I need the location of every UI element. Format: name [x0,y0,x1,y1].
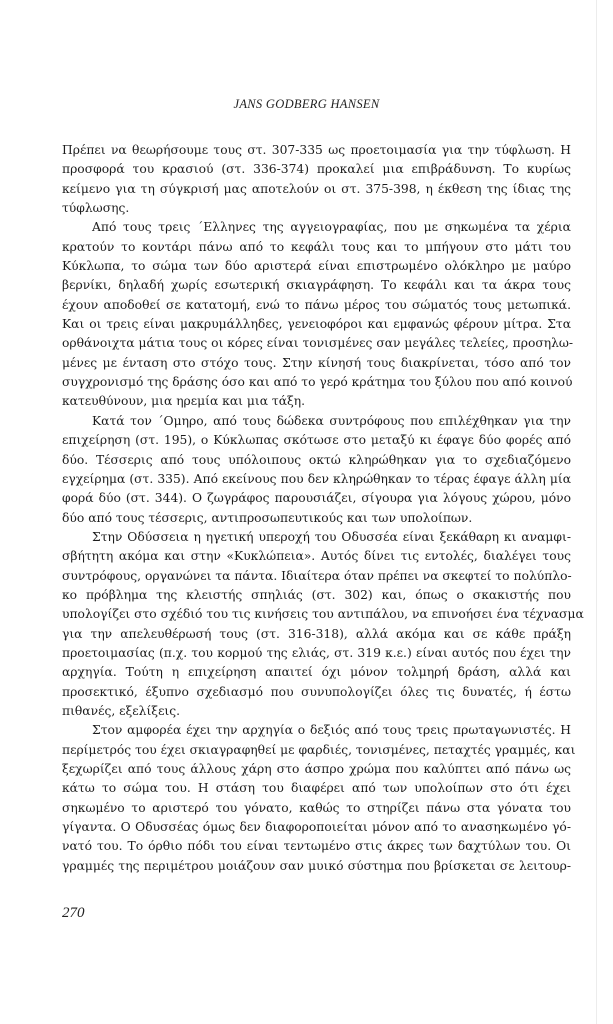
text-line: σβήτητη ακόμα και στην «Κυκλώπεια». Αυτός δίνει τις εντολές, διαλέγει τους [62,549,571,564]
page-number: 270 [62,905,85,921]
paragraph [62,721,576,876]
text-line: σηκωμένο το αριστερό του γόνατο, καθώς το στηρίζει πάνω στα γόνατα του [62,800,571,815]
paragraph [62,412,571,528]
text-line: επιχείρηση (στ. 195), ο Κύκλωπας σκότωσε στο μεταξύ κι έφαγε δύο φορές από [62,433,571,448]
text-line: για την απελευθέρωσή τους (στ. 316-318), αλλά ακόμα και σε κάθε πράξη [62,626,571,641]
text-line: Από τους τρεις ΄Ελληνες της αγγειογραφίας, που με σηκωμένα τα χέρια [92,220,571,235]
text-line: Και οι τρεις είναι μακρυμάλληδες, γενειοφόροι και εμφανώς φέρουν μίτρα. Στα [62,317,571,332]
text-line: εγχείρημα (στ. 335). Από εκείνους που δεν κληρώθηκαν το τέρας έφαγε άλλη μία [62,471,571,486]
text-line: κο πρόβλημα της κλειστής σπηλιάς (στ. 302) και, όπως ο σκακιστής που [62,587,571,602]
text-line: κάτω το σώμα του. Η στάση του διαφέρει από των υπολοίπων στο ότι έχει [62,781,571,796]
paragraph [62,218,574,411]
text-line: Πρέπει να θεωρήσουμε τους στ. 307-335 ως προετοιμασία για την τύφλωση. Η [62,143,571,157]
text-line: κείμενο για τη σύγκρισή μας αποτελούν οι στ. 375-398, η έκθεση της ίδιας της [62,181,571,196]
paragraph [62,141,571,218]
text-line: περίμετρός του έχει σκιαγραφηθεί με φαρδιές, τονισμένες, πεταχτές γραμμές, και [62,742,576,757]
text-line: αρχηγία. Τούτη η επιχείρηση απαιτεί όχι μόνον τολμηρή δράση, αλλά και [62,665,571,680]
text-line: ορθάνοιχτα μάτια τους οι κόρες είναι τονισμένες σαν μεγάλες τελείες, προσηλω- [62,336,574,351]
text-line: Κύκλωπα, το σώμα των δύο αριστερά είναι επιστρωμένο ολόκληρο με μαύρο [62,259,571,274]
text-line: κατευθύνουν, μια ηρεμία και μια τάξη. [62,394,306,409]
paragraph [62,528,584,721]
text-line: γίγαντα. Ο Οδυσσέας όμως δεν διαφοροποιείται μόνον από το ανασηκωμένο γό- [62,820,571,835]
text-line: βερνίκι, δηλαδή χωρίς εσωτερική σκιαγράφηση. Το κεφάλι και τα άκρα τους [62,278,571,293]
text-line: νατό του. Το όρθιο πόδι του είναι τεντωμένο στις άκρες των δαχτύλων του. Οι [62,839,571,854]
text-line: δύο από τους τέσσερις, αντιπροσωπευτικούς και των υπολοίπων. [62,510,473,525]
text-line: συγχρονισμό της δράσης όσο και από το γερό κράτημα του ξύλου που από κοινού [62,375,573,390]
text-line: προσεκτικό, έξυπνο σχεδιασμό που συνυπολογίζει όλες τις δυνατές, ή έστω [62,684,571,699]
text-line: πιθανές, εξελίξεις. [62,703,181,718]
text-line: μένες με ένταση στο στόχο τους. Στην κίνησή τους διακρίνεται, τόσο από τον [62,355,571,370]
text-line: κρατούν το κοντάρι πάνω από το κεφάλι τους και το μπήγουν στο μάτι του [62,239,571,254]
text-line: δύο. Τέσσερις από τους υπόλοιπους οκτώ κληρώθηκαν για το σχεδιαζόμενο [62,452,571,467]
text-line: Στον αμφορέα έχει την αρχηγία ο δεξιός από τους τρεις πρωταγωνιστές. Η [92,723,571,738]
text-line: γραμμές της περιμέτρου μοιάζουν σαν μυικό σύστημα που βρίσκεται σε λειτουρ- [62,858,571,873]
running-head: JANS GODBERG HANSEN [233,97,380,111]
text-line: υπολογίζει στο σχέδιό του τις κινήσεις του αντιπάλου, να επινοήσει ένα τέχνασμα [62,607,584,622]
text-line: Κατά τον ΄Ομηρο, από τους δώδεκα συντρόφους που επιλέχθηκαν για την [92,413,571,428]
text-line: τύφλωσης. [62,201,130,216]
page-edge-divider [596,0,597,1024]
body-text [62,141,584,876]
text-line: έχουν αποδοθεί σε κατατομή, ενώ το πάνω μέρος του σώματός τους μετωπικά. [62,297,571,312]
text-line: προσφορά του κρασιού (στ. 336-374) προκαλεί μια επιβράδυνση. Το κυρίως [62,162,571,177]
text-line: φορά δύο (στ. 344). Ο ζωγράφος παρουσιάζει, σίγουρα για λόγους χώρου, μόνο [62,491,571,506]
text-line: προετοιμασίας (π.χ. του κορμού της ελιάς, στ. 319 κ.ε.) είναι αυτός που έχει την [62,645,571,660]
text-line: ξεχωρίζει από τους άλλους χάρη στο άσπρο χρώμα που καλύπτει από πάνω ως [62,762,571,776]
text-line: Στην Οδύσσεια η ηγετική υπεροχή του Οδυσσέα είναι ξεκάθαρη κι αναμφι- [92,529,571,544]
text-line: συντρόφους, οργανώνει τα πάντα. Ιδιαίτερα όταν πρέπει να σκεφτεί το πολύπλο- [62,568,572,583]
